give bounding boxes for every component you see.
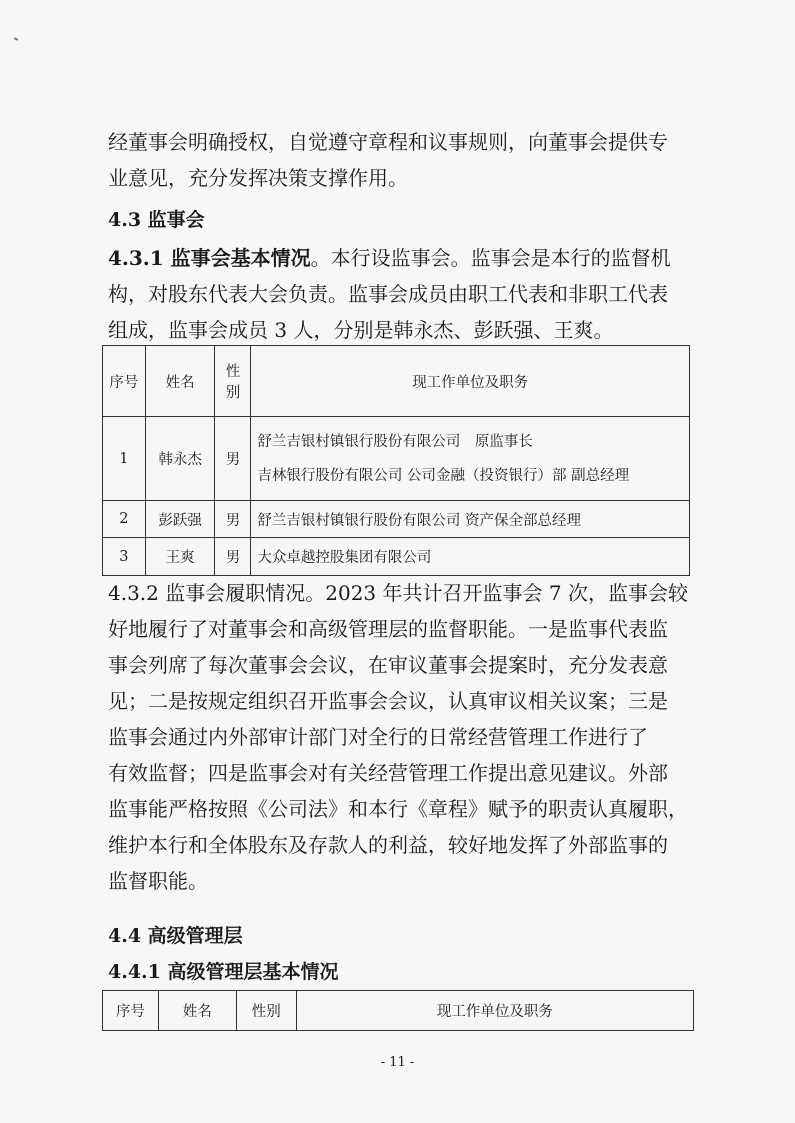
text-line: 4.3.2 监事会履职情况。2023 年共计召开监事会 7 次，监事会较 (108, 581, 688, 605)
cell-gender: 男 (215, 417, 251, 501)
cell-position: 舒兰吉银村镇银行股份有限公司 资产保全部总经理 (251, 501, 690, 538)
text-line: 好地履行了对董事会和高级管理层的监督职能。一是监事代表监 (108, 617, 668, 641)
cell-position (251, 417, 690, 501)
text-fragment: 。本行设监事会。监事会是本行的监督机 (310, 246, 671, 270)
section-heading-4-3: 4.3 监事会 (108, 209, 205, 231)
position-line: 舒兰吉银村镇银行股份有限公司 原监事长 (257, 433, 533, 450)
text-line: 监事会通过内外部审计部门对全行的日常经营管理工作进行了 (108, 725, 648, 749)
supervisors-table (102, 345, 690, 576)
cell-gender: 男 (215, 501, 251, 538)
scan-mark (14, 37, 18, 41)
intro-paragraph (108, 124, 693, 196)
header-position: 现工作单位及职务 (296, 991, 693, 1031)
text-line: 业意见，充分发挥决策支撑作用。 (108, 166, 408, 190)
text-line: 见；二是按规定组织召开监事会会议，认真审议相关议案；三是 (108, 689, 668, 713)
header-position: 现工作单位及职务 (251, 346, 690, 417)
text-line: 维护本行和全体股东及存款人的利益，较好地发挥了外部监事的 (108, 833, 668, 857)
text-line: 构，对股东代表大会负责。监事会成员由职工代表和非职工代表 (108, 282, 668, 306)
cell-no: 2 (103, 501, 146, 538)
section-4-3-1-paragraph (108, 240, 693, 348)
table-header-row (103, 991, 694, 1031)
management-table (102, 990, 694, 1031)
table-row (103, 417, 690, 501)
cell-no: 1 (103, 417, 146, 501)
subsection-heading-4-4-1: 4.4.1 高级管理层基本情况 (108, 961, 339, 983)
section-heading-4-4: 4.4 高级管理层 (108, 925, 243, 947)
text-line: 有效监督；四是监事会对有关经营管理工作提出意见建议。外部 (108, 761, 668, 785)
cell-position: 大众卓越控股集团有限公司 (251, 538, 690, 576)
cell-name: 王爽 (145, 538, 215, 576)
text-line: 事会列席了每次董事会会议，在审议董事会提案时，充分发表意 (108, 653, 668, 677)
cell-name: 韩永杰 (145, 417, 215, 501)
cell-gender: 男 (215, 538, 251, 576)
header-name: 姓名 (158, 991, 236, 1031)
table-row (103, 538, 690, 576)
cell-no: 3 (103, 538, 146, 576)
position-line: 吉林银行股份有限公司 公司金融（投资银行）部 副总经理 (257, 467, 630, 484)
page-number: - 11 - (380, 1055, 415, 1070)
text-line: 监事能严格按照《公司法》和本行《章程》赋予的职责认真履职， (108, 797, 688, 821)
header-name: 姓名 (145, 346, 215, 417)
header-gender: 性别 (215, 346, 251, 417)
header-no: 序号 (103, 346, 146, 417)
text-line: 监督职能。 (108, 869, 208, 893)
header-no: 序号 (103, 991, 159, 1031)
subsection-title-4-3-1: 4.3.1 监事会基本情况 (108, 246, 311, 270)
text-line: 经董事会明确授权，自觉遵守章程和议事规则，向董事会提供专 (108, 130, 668, 154)
table-row (103, 501, 690, 538)
text-line (108, 240, 693, 276)
cell-name: 彭跃强 (145, 501, 215, 538)
table-header-row (103, 346, 690, 417)
header-gender: 性别 (236, 991, 296, 1031)
section-4-3-2-paragraph (108, 575, 693, 899)
text-line: 组成，监事会成员 3 人，分别是韩永杰、彭跃强、王爽。 (108, 318, 614, 342)
